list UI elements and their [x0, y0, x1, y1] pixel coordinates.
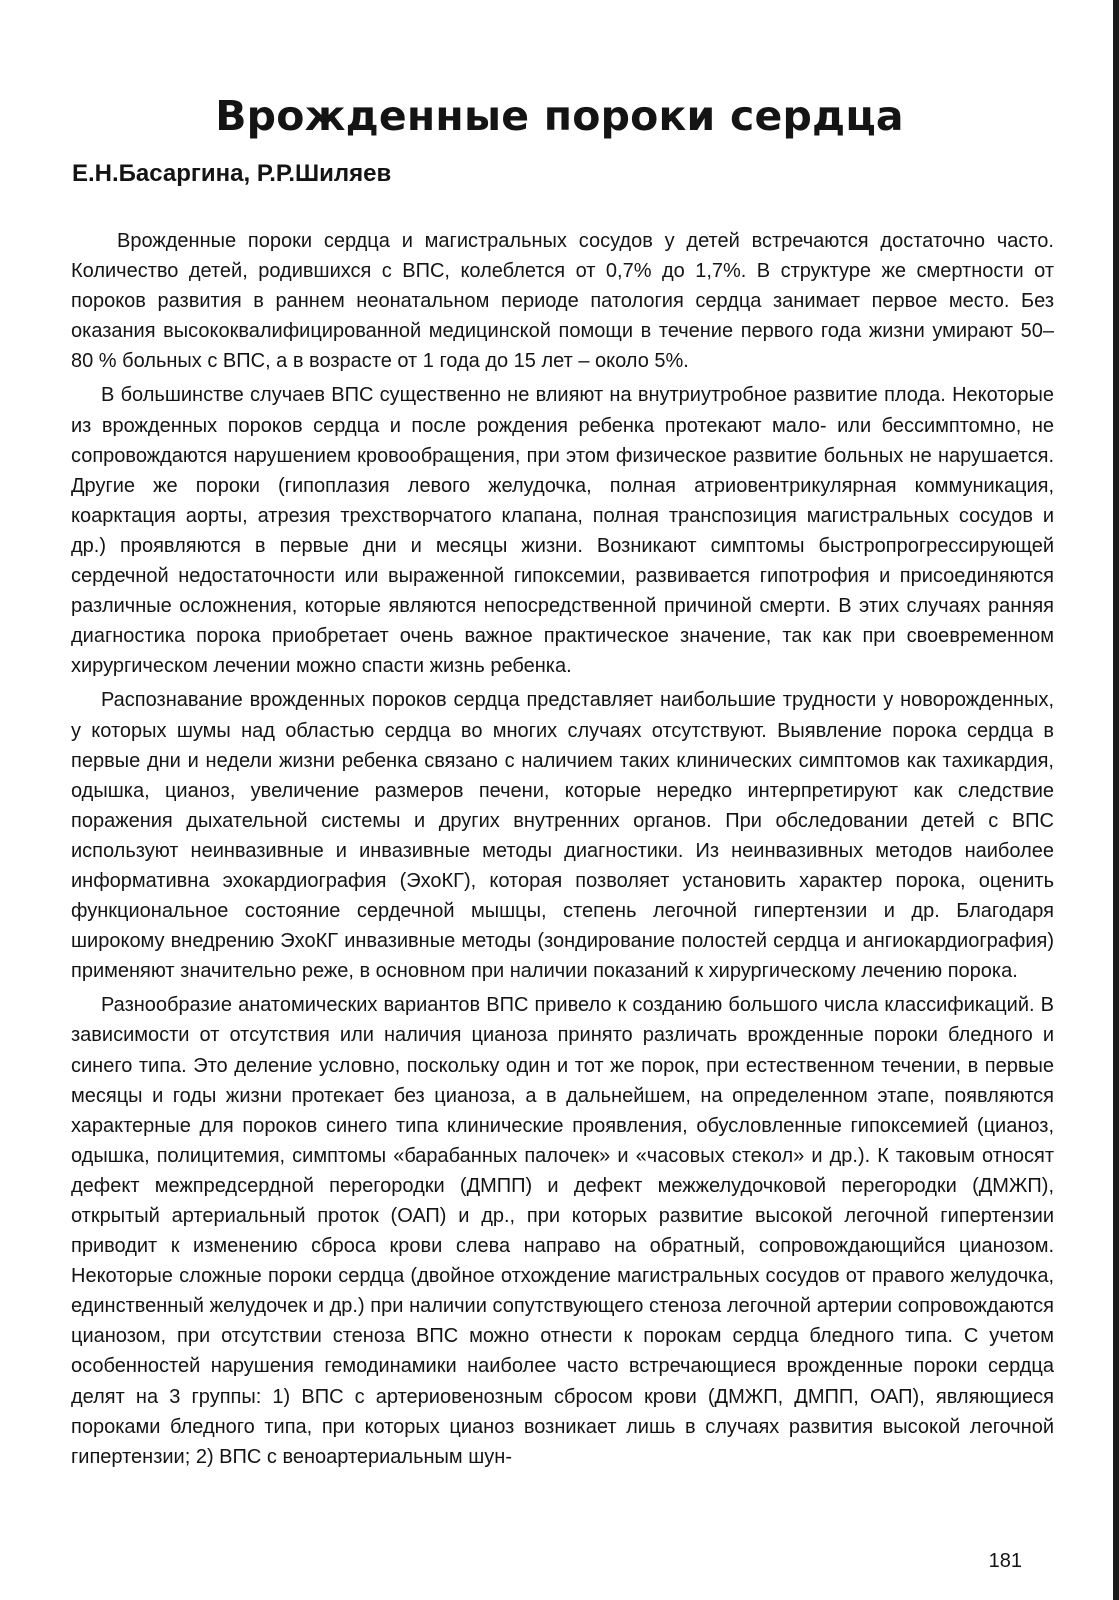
article-title: Врожденные пороки сердца: [215, 92, 904, 140]
paragraph: Врожденные пороки сердца и магистральных сосудов у детей встречаются достаточно часто. Количество детей, родившихся с ВПС, колеблется от 0,7% до 1,7%. В структуре же смертности от пороков развития в раннем неонатальном периоде патология сердца занимает первое место. Без оказания высококвалифицированной медицинской помощи в течение первого года жизни умирают 50–80 % больных с ВПС, а в возрасте от 1 года до 15 лет – около 5%.: [71, 230, 1054, 373]
article-body: [71, 226, 1054, 1476]
page-number: 181: [988, 1550, 1022, 1572]
paragraph: Разнообразие анатомических вариантов ВПС привело к созданию большого числа классификаций. В зависимости от отсутствия или наличия цианоза принято различать врожденные пороки бледного и синего типа. Это деление условно, поскольку один и тот же порок, при естественном течении, в первые месяцы и годы жизни протекает без цианоза, а в дальнейшем, на определенном этапе, появляются характерные для пороков синего типа клинические проявления, обусловленные гипоксемией (цианоз, одышка, полицитемия, симптомы «барабанных палочек» и «часовых стекол» и др.). К таковым относят дефект межпредсердной перегородки (ДМПП) и дефект межжелудочковой перегородки (ДМЖП), открытый артериальный проток (ОАП) и др., при которых развитие высокой легочной гипертензии приводит к изменению сброса крови слева направо на обратный, сопровождающийся цианозом. Некоторые сложные пороки сердца (двойное отхождение магистральных сосудов от правого желудочка, единственный желудочек и др.) при наличии сопутствующего стеноза легочной артерии сопровождаются цианозом, при отсутствии стеноза ВПС можно отнести к порокам сердца бледного типа. С учетом особенностей нарушения гемодинамики наиболее часто встречающиеся врожденные пороки сердца делят на 3 группы: 1) ВПС с артериовенозным сбросом крови (ДМЖП, ДМПП, ОАП), являющиеся пороками бледного типа, при которых цианоз возникает лишь в случаях развития высокой легочной гипертензии; 2) ВПС с веноартериальным шун-: [71, 994, 1054, 1468]
article-authors: Е.Н.Басаргина, Р.Р.Шиляев: [72, 160, 392, 187]
paragraph: В большинстве случаев ВПС существенно не влияют на внутриутробное развитие плода. Некоторые из врожденных пороков сердца и после рождения ребенка протекают мало- или бессимптомно, не сопровождаются нарушением кровообращения, при этом физическое развитие больных не нарушается. Другие же пороки (гипоплазия левого желудочка, полная атриовентрикулярная коммуникация, коарктация аорты, атрезия трехстворчатого клапана, полная транспозиция магистральных сосудов и др.) проявляются в первые дни и месяцы жизни. Возникают симптомы быстропрогрессирующей сердечной недостаточности или выраженной гипоксемии, развивается гипотрофия и присоединяются различные осложнения, которые являются непосредственной причиной смерти. В этих случаях ранняя диагностика порока приобретает очень важное практическое значение, так как при своевременном хирургическом лечении можно спасти жизнь ребенка.: [71, 384, 1054, 678]
paragraph: Распознавание врожденных пороков сердца представляет наибольшие трудности у новорожденных, у которых шумы над областью сердца во многих случаях отсутствуют. Выявление порока сердца в первые дни и недели жизни ребенка связано с наличием таких клинических симптомов как тахикардия, одышка, цианоз, увеличение размеров печени, которые нередко интерпретируют как следствие поражения дыхательной системы и других внутренних органов. При обследовании детей с ВПС используют неинвазивные и инвазивные методы диагностики. Из неинвазивных методов наиболее информативна эхокардиография (ЭхоКГ), которая позволяет установить характер порока, оценить функциональное состояние сердечной мышцы, степень легочной гипертензии и др. Благодаря широкому внедрению ЭхоКГ инвазивные методы (зондирование полостей сердца и ангиокардиография) применяют значительно реже, в основном при наличии показаний к хирургическому лечению порока.: [71, 689, 1054, 983]
page-binding-edge: [1113, 0, 1119, 1600]
